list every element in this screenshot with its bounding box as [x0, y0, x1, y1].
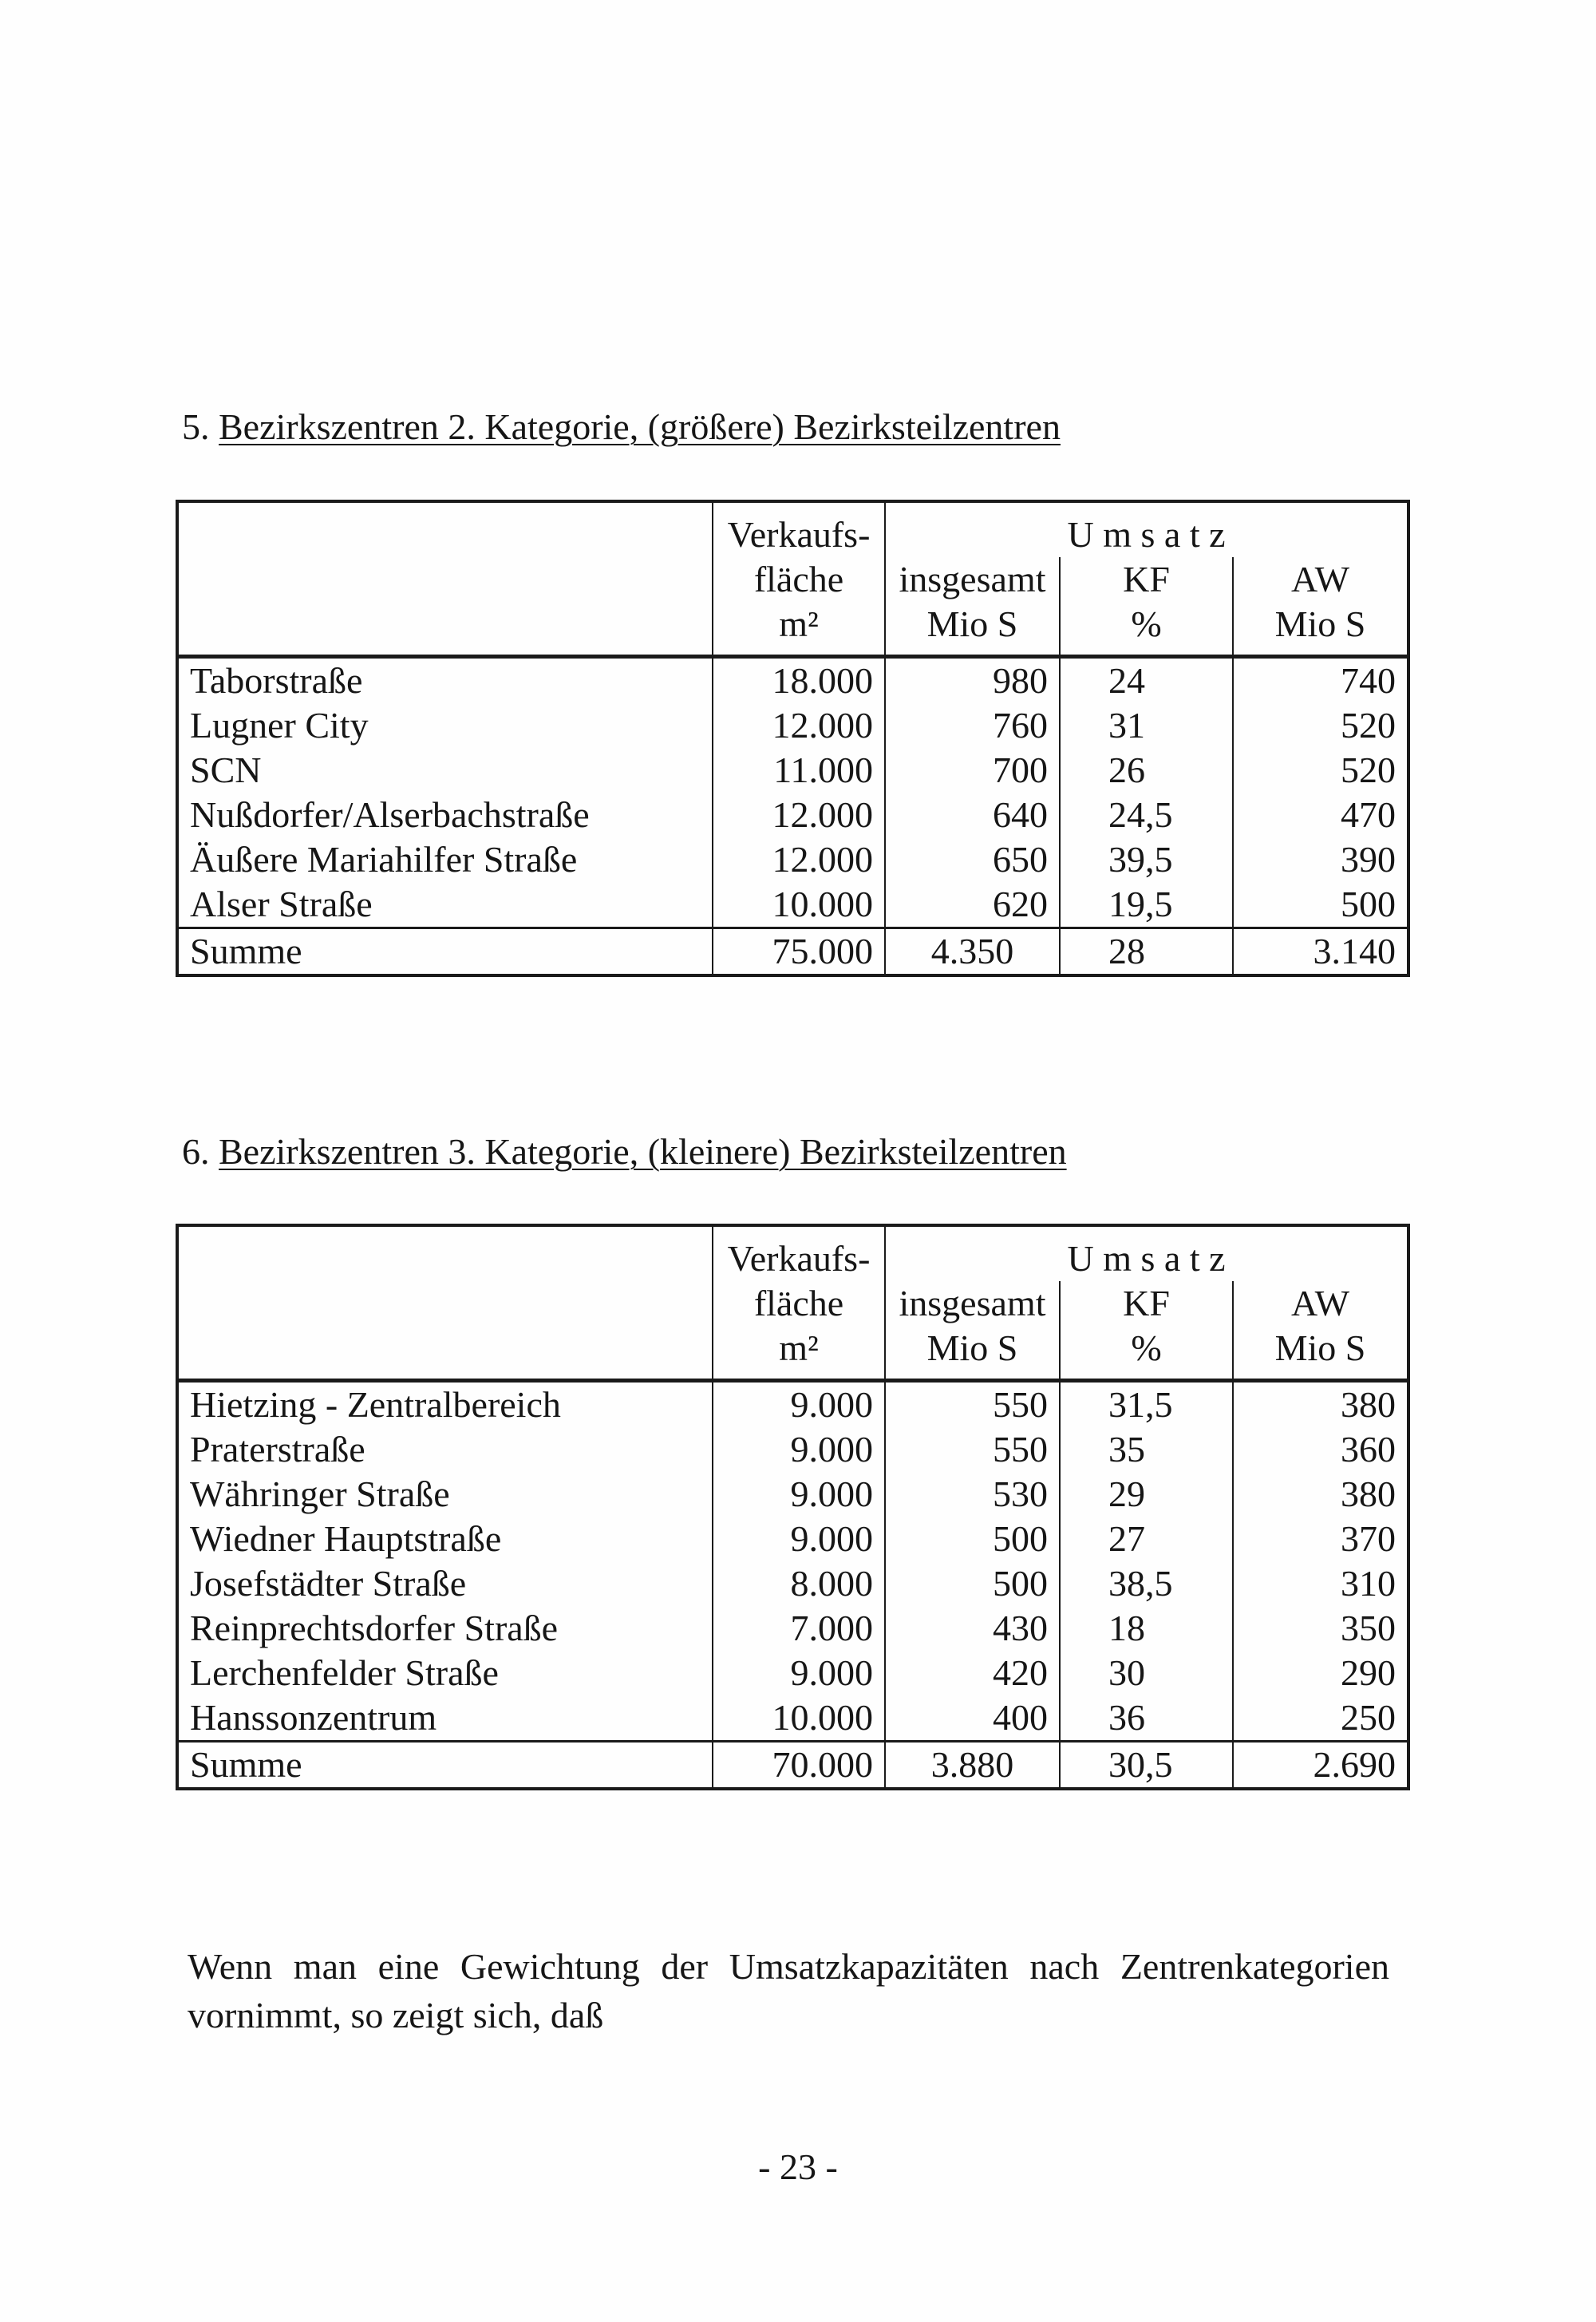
- row-total: 980: [885, 657, 1060, 704]
- sum-total: 3.880: [885, 1742, 1060, 1790]
- header-aw-line1: AW: [1233, 557, 1408, 602]
- sum-kf: 30,5: [1060, 1742, 1233, 1790]
- row-aw: 520: [1233, 748, 1408, 793]
- row-area: 11.000: [713, 748, 885, 793]
- sum-row: [177, 928, 1408, 976]
- row-total: 550: [885, 1427, 1060, 1472]
- section-6-heading: [182, 1130, 1067, 1173]
- row-kf: 39,5: [1060, 837, 1233, 882]
- header-umsatz: U m s a t z: [885, 1225, 1408, 1281]
- header-row: [177, 1225, 1408, 1281]
- body-paragraph: Wenn man eine Gewichtung der Umsatzkapazitäten nach Zentrenkategorien vornimmt, so zeigt sich, daß: [188, 1946, 1389, 2035]
- row-name: Josefstädter Straße: [190, 1563, 467, 1604]
- row-name: Währinger Straße: [190, 1474, 450, 1514]
- row-area: 9.000: [713, 1427, 885, 1472]
- row-name: SCN: [190, 750, 262, 790]
- header-total-unit: Mio S: [885, 602, 1060, 657]
- row-area: 10.000: [713, 882, 885, 928]
- row-total: 500: [885, 1561, 1060, 1606]
- row-kf: 31,5: [1060, 1381, 1233, 1428]
- table-row: [177, 1651, 1408, 1695]
- row-kf: 26: [1060, 748, 1233, 793]
- row-name: Reinprechtsdorfer Straße: [190, 1608, 559, 1648]
- row-aw: 390: [1233, 837, 1408, 882]
- row-kf: 24,5: [1060, 793, 1233, 837]
- table-row: [177, 793, 1408, 837]
- row-kf: 30: [1060, 1651, 1233, 1695]
- row-name: Lerchenfelder Straße: [190, 1652, 499, 1693]
- row-name: Äußere Mariahilfer Straße: [190, 839, 578, 880]
- row-aw: 380: [1233, 1472, 1408, 1517]
- row-area: 12.000: [713, 837, 885, 882]
- row-kf: 19,5: [1060, 882, 1233, 928]
- row-name: Praterstraße: [190, 1429, 365, 1470]
- table-row: [177, 1381, 1408, 1428]
- table-row: [177, 1561, 1408, 1606]
- table-row: [177, 882, 1408, 928]
- header-total-line1: insgesamt: [885, 557, 1060, 602]
- header-area-line1: Verkaufs-: [713, 1225, 885, 1281]
- sum-kf: 28: [1060, 928, 1233, 976]
- row-kf: 35: [1060, 1427, 1233, 1472]
- row-total: 620: [885, 882, 1060, 928]
- row-aw: 520: [1233, 703, 1408, 748]
- row-total: 700: [885, 748, 1060, 793]
- row-aw: 740: [1233, 657, 1408, 704]
- row-total: 650: [885, 837, 1060, 882]
- row-aw: 380: [1233, 1381, 1408, 1428]
- sum-label: Summe: [177, 928, 713, 976]
- sum-aw: 3.140: [1233, 928, 1408, 976]
- header-kf-unit: %: [1060, 602, 1233, 657]
- row-kf: 38,5: [1060, 1561, 1233, 1606]
- header-area-unit: m²: [713, 602, 885, 657]
- row-kf: 31: [1060, 703, 1233, 748]
- header-area-line2: fläche: [713, 557, 885, 602]
- table-row: [177, 657, 1408, 704]
- sum-area: 75.000: [713, 928, 885, 976]
- header-aw-unit: Mio S: [1233, 602, 1408, 657]
- row-aw: 250: [1233, 1695, 1408, 1742]
- row-area: 8.000: [713, 1561, 885, 1606]
- row-area: 9.000: [713, 1472, 885, 1517]
- row-area: 12.000: [713, 793, 885, 837]
- row-name: Wiedner Hauptstraße: [190, 1518, 502, 1559]
- table-row: [177, 703, 1408, 748]
- section-5-heading: [182, 405, 1061, 448]
- row-area: 12.000: [713, 703, 885, 748]
- row-aw: 500: [1233, 882, 1408, 928]
- row-total: 420: [885, 1651, 1060, 1695]
- row-kf: 24: [1060, 657, 1233, 704]
- row-area: 18.000: [713, 657, 885, 704]
- header-area-line2: fläche: [713, 1281, 885, 1326]
- table-row: [177, 1695, 1408, 1742]
- header-blank: [177, 501, 713, 657]
- row-aw: 370: [1233, 1517, 1408, 1561]
- row-name: Alser Straße: [190, 884, 373, 924]
- row-name: Lugner City: [190, 705, 369, 746]
- row-name: Nußdorfer/Alserbachstraße: [190, 794, 590, 835]
- row-area: 9.000: [713, 1651, 885, 1695]
- row-area: 9.000: [713, 1517, 885, 1561]
- row-aw: 350: [1233, 1606, 1408, 1651]
- sum-label: Summe: [177, 1742, 713, 1790]
- table-bezirkszentren-2-kategorie: [176, 500, 1410, 977]
- header-total-unit: Mio S: [885, 1326, 1060, 1381]
- header-kf-unit: %: [1060, 1326, 1233, 1381]
- table-row: [177, 1472, 1408, 1517]
- row-name: Hanssonzentrum: [190, 1697, 437, 1738]
- row-area: 9.000: [713, 1381, 885, 1428]
- row-name: Taborstraße: [190, 660, 363, 701]
- sum-area: 70.000: [713, 1742, 885, 1790]
- section-title: Bezirkszentren 3. Kategorie, (kleinere) Bezirksteilzentren: [219, 1131, 1067, 1172]
- row-aw: 310: [1233, 1561, 1408, 1606]
- row-aw: 290: [1233, 1651, 1408, 1695]
- header-aw-line1: AW: [1233, 1281, 1408, 1326]
- row-name: Hietzing - Zentralbereich: [190, 1384, 561, 1425]
- row-kf: 29: [1060, 1472, 1233, 1517]
- header-area-line1: Verkaufs-: [713, 501, 885, 557]
- table-row: [177, 1517, 1408, 1561]
- row-kf: 18: [1060, 1606, 1233, 1651]
- section-number: 6.: [182, 1131, 210, 1172]
- row-total: 640: [885, 793, 1060, 837]
- sum-aw: 2.690: [1233, 1742, 1408, 1790]
- header-kf-line1: KF: [1060, 1281, 1233, 1326]
- header-row: [177, 501, 1408, 557]
- header-umsatz: U m s a t z: [885, 501, 1408, 557]
- table-bezirkszentren-3-kategorie: [176, 1224, 1410, 1790]
- row-aw: 470: [1233, 793, 1408, 837]
- row-total: 530: [885, 1472, 1060, 1517]
- row-total: 430: [885, 1606, 1060, 1651]
- sum-total: 4.350: [885, 928, 1060, 976]
- row-total: 550: [885, 1381, 1060, 1428]
- row-kf: 36: [1060, 1695, 1233, 1742]
- row-area: 7.000: [713, 1606, 885, 1651]
- table-row: [177, 1427, 1408, 1472]
- header-area-unit: m²: [713, 1326, 885, 1381]
- row-total: 760: [885, 703, 1060, 748]
- page-number: - 23 -: [758, 2146, 838, 2187]
- header-total-line1: insgesamt: [885, 1281, 1060, 1326]
- row-area: 10.000: [713, 1695, 885, 1742]
- header-aw-unit: Mio S: [1233, 1326, 1408, 1381]
- table-row: [177, 837, 1408, 882]
- row-total: 500: [885, 1517, 1060, 1561]
- row-kf: 27: [1060, 1517, 1233, 1561]
- table-row: [177, 748, 1408, 793]
- table-row: [177, 1606, 1408, 1651]
- row-total: 400: [885, 1695, 1060, 1742]
- row-aw: 360: [1233, 1427, 1408, 1472]
- section-number: 5.: [182, 406, 210, 447]
- header-blank: [177, 1225, 713, 1381]
- section-title: Bezirkszentren 2. Kategorie, (größere) Bezirksteilzentren: [219, 406, 1061, 447]
- sum-row: [177, 1742, 1408, 1790]
- header-kf-line1: KF: [1060, 557, 1233, 602]
